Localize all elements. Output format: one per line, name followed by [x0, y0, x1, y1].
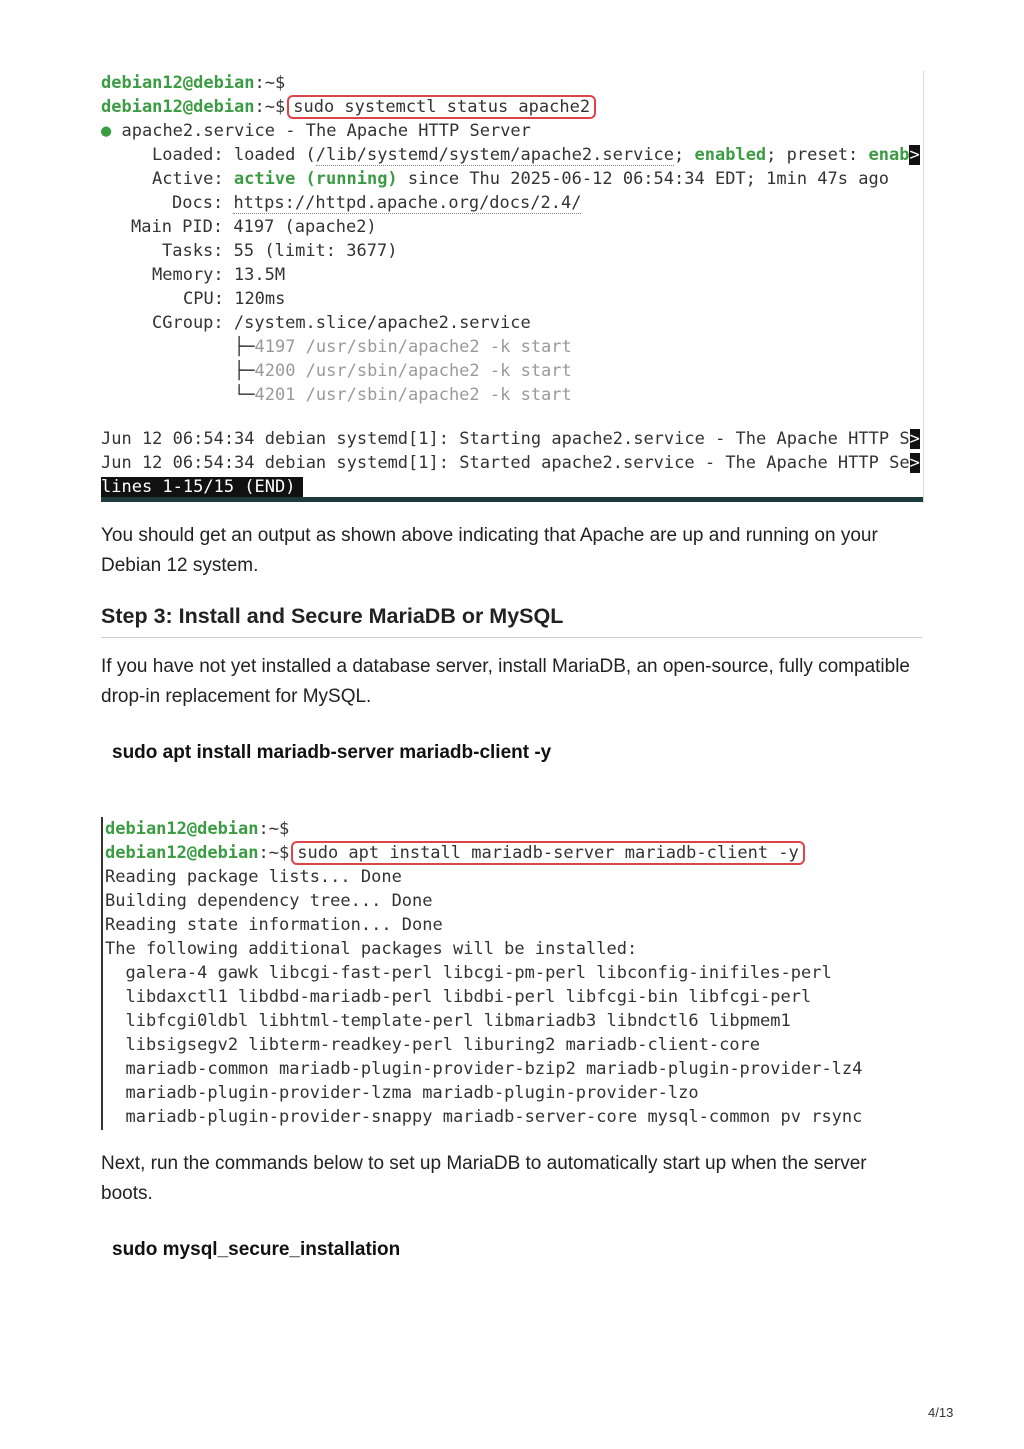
process-line: [234, 335, 572, 359]
log-line: [101, 427, 920, 451]
service-description: apache2.service - The Apache HTTP Server: [121, 121, 531, 141]
active-key: Active:: [152, 169, 224, 189]
tree-last-icon: └─: [234, 385, 255, 405]
docs-url: https://httpd.apache.org/docs/2.4/: [233, 193, 582, 213]
terminal-line-command: [105, 841, 805, 865]
cgroup-key: CGroup:: [152, 313, 224, 333]
output-line: mariadb-plugin-provider-lzma mariadb-plugin-provider-lzo: [105, 1083, 699, 1103]
output-line: mariadb-common mariadb-plugin-provider-bzip2 mariadb-plugin-provider-lz4: [105, 1059, 863, 1079]
section-heading: Step 3: Install and Secure MariaDB or MySQL: [101, 604, 922, 638]
docs-key: Docs:: [172, 193, 224, 213]
loaded-sep: ;: [674, 145, 695, 165]
overflow-marker: >: [909, 145, 920, 165]
cpu-value: 120ms: [234, 289, 286, 309]
cpu-key: CPU:: [183, 289, 224, 309]
loaded-path: /lib/systemd/system/apache2.service: [315, 145, 675, 165]
cgroup-value: /system.slice/apache2.service: [233, 313, 531, 333]
loaded-preset: enab: [868, 145, 910, 165]
output-line: galera-4 gawk libcgi-fast-perl libcgi-pm-perl libconfig-inifiles-perl: [105, 963, 832, 983]
prompt-suffix: :~$: [258, 819, 290, 839]
command-secure-installation: sudo mysql_secure_installation: [112, 1239, 401, 1260]
mainpid-value: 4197 (apache2): [233, 217, 377, 237]
output-line: mariadb-plugin-provider-snappy mariadb-server-core mysql-common pv rsync: [105, 1107, 863, 1127]
loaded-enabled: enabled: [694, 145, 767, 165]
terminal-line-prompt: [101, 71, 285, 95]
terminal-line-service: [101, 119, 531, 143]
overflow-marker: >: [909, 453, 920, 473]
prompt-user: debian12@debian: [105, 819, 259, 839]
process-entry: 4201 /usr/sbin/apache2 -k start: [254, 385, 572, 405]
prompt-suffix: :~$: [258, 843, 290, 863]
terminal-line-active: [152, 167, 889, 191]
tasks-key: Tasks:: [162, 241, 224, 261]
terminal-bottom-border: [101, 497, 923, 502]
log-text: Jun 12 06:54:34 debian systemd[1]: Started apache2.service - The Apache HTTP Se: [101, 453, 910, 473]
prompt-user: debian12@debian: [105, 843, 259, 863]
terminal-line-command: [101, 95, 596, 119]
output-line: Reading state information... Done: [105, 915, 443, 935]
memory-value: 13.5M: [233, 265, 286, 285]
active-status: active (running): [233, 169, 398, 189]
pager-status: lines 1-15/15 (END): [101, 477, 303, 497]
highlighted-command: sudo apt install mariadb-server mariadb-client -y: [291, 841, 805, 865]
status-dot-icon: ●: [101, 121, 112, 141]
tree-branch-icon: ├─: [234, 337, 255, 357]
prompt-suffix: :~$: [254, 73, 286, 93]
terminal-line-loaded: [152, 143, 920, 167]
process-line: [234, 359, 572, 383]
mainpid-key: Main PID:: [131, 217, 224, 237]
log-line: [101, 451, 920, 475]
tasks-value: 55 (limit: 3677): [233, 241, 398, 261]
loaded-pre: loaded (: [233, 145, 316, 165]
paragraph-install-mariadb: If you have not yet installed a database server, install MariaDB, an open-source, fully compatible drop-in replacement for MySQL.: [101, 656, 910, 707]
process-entry: 4197 /usr/sbin/apache2 -k start: [254, 337, 572, 357]
output-line: libsigsegv2 libterm-readkey-perl liburing2 mariadb-client-core: [105, 1035, 761, 1055]
terminal-line-docs: [172, 191, 581, 215]
output-line: Reading package lists... Done: [105, 867, 402, 887]
process-entry: 4200 /usr/sbin/apache2 -k start: [254, 361, 572, 381]
loaded-mid: ; preset:: [766, 145, 869, 165]
terminal-line-cpu: [183, 287, 285, 311]
terminal-line-memory: [152, 263, 285, 287]
output-line: libdaxctl1 libdbd-mariadb-perl libdbi-perl libfcgi-bin libfcgi-perl: [105, 987, 812, 1007]
tree-branch-icon: ├─: [234, 361, 255, 381]
terminal-screenshot-apache-status: [101, 71, 924, 503]
prompt-user: debian12@debian: [101, 73, 255, 93]
pager-status-line: [101, 475, 303, 499]
log-text: Jun 12 06:54:34 debian systemd[1]: Starting apache2.service - The Apache HTTP S: [101, 429, 910, 449]
prompt-suffix: :~$: [254, 97, 286, 117]
memory-key: Memory:: [152, 265, 224, 285]
loaded-key: Loaded:: [152, 145, 224, 165]
terminal-line-tasks: [162, 239, 397, 263]
command-install-mariadb: sudo apt install mariadb-server mariadb-client -y: [112, 742, 552, 763]
page-number: 4/13: [928, 1405, 954, 1420]
process-line: [234, 383, 572, 407]
overflow-marker: >: [909, 429, 920, 449]
prompt-user: debian12@debian: [101, 97, 255, 117]
output-line: libfcgi0ldbl libhtml-template-perl libmariadb3 libndctl6 libpmem1: [105, 1011, 791, 1031]
output-line: Building dependency tree... Done: [105, 891, 433, 911]
terminal-screenshot-mariadb-install: [101, 817, 903, 1130]
highlighted-command: sudo systemctl status apache2: [287, 95, 596, 119]
terminal-line-cgroup: [152, 311, 531, 335]
paragraph-secure-mariadb: Next, run the commands below to set up MariaDB to automatically start up when the server boots.: [101, 1153, 867, 1204]
terminal-line-prompt: [105, 817, 289, 841]
paragraph-apache-running: You should get an output as shown above indicating that Apache are up and running on your Debian 12 system.: [101, 525, 878, 576]
active-since: since Thu 2025-06-12 06:54:34 EDT; 1min 47s ago: [397, 169, 889, 189]
terminal-line-mainpid: [131, 215, 377, 239]
output-line: The following additional packages will be installed:: [105, 939, 638, 959]
